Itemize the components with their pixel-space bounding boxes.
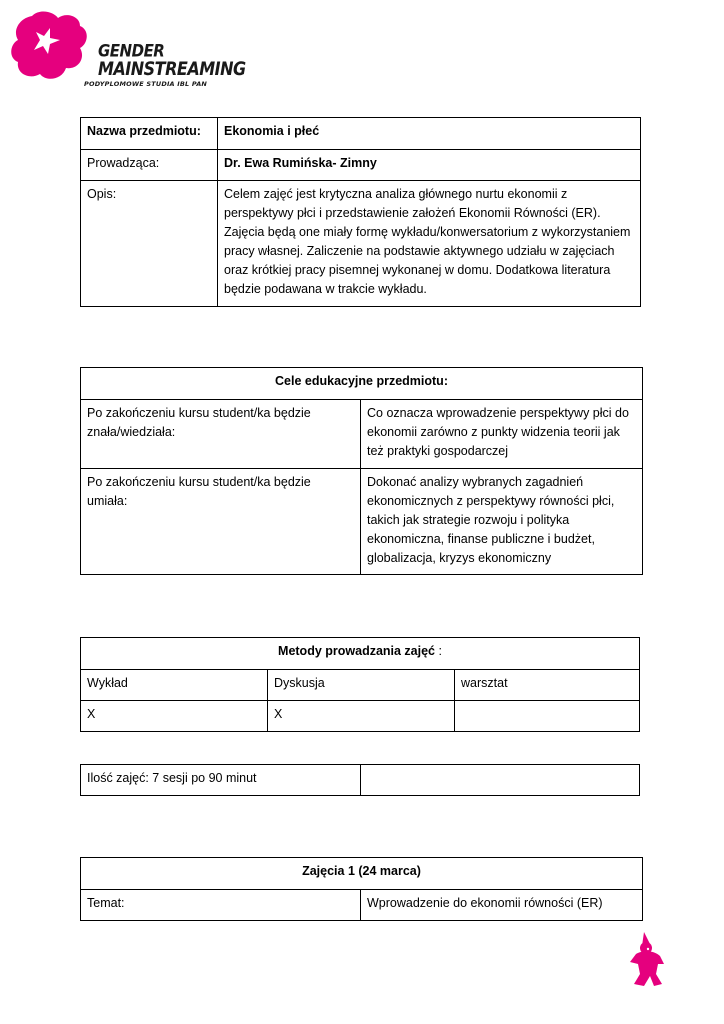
course-info-table <box>80 117 641 307</box>
table-row <box>81 469 643 575</box>
methods-table <box>80 637 640 732</box>
session1-table <box>80 857 643 921</box>
method-lecture-label: Wykład <box>81 670 268 701</box>
method-workshop-mark <box>455 701 640 732</box>
table-row <box>81 400 643 469</box>
table-row <box>81 890 643 921</box>
methods-header <box>81 638 640 670</box>
goals-header: Cele edukacyjne przedmiotu: <box>81 368 643 400</box>
session-count-value <box>361 765 640 796</box>
method-workshop-label: warsztat <box>455 670 640 701</box>
table-row <box>81 670 640 701</box>
logo-line-subtitle: PODYPLOMOWE STUDIA IBL PAN <box>84 80 208 88</box>
table-row <box>81 638 640 670</box>
goals-table <box>80 367 643 575</box>
method-lecture-mark: X <box>81 701 268 732</box>
table-row <box>81 181 641 307</box>
knowledge-label: Po zakończeniu kursu student/ka będzie znała/wiedziała: <box>81 400 361 469</box>
session1-header: Zajęcia 1 (24 marca) <box>81 858 643 890</box>
session-count-text: Ilość zajęć: 7 sesji po 90 minut <box>81 765 361 796</box>
teacher-label: Prowadząca: <box>81 150 218 181</box>
course-name-label: Nazwa przedmiotu: <box>81 118 218 150</box>
skills-label: Po zakończeniu kursu student/ka będzie umiała: <box>81 469 361 575</box>
gnome-icon <box>628 930 670 988</box>
topic-value: Wprowadzenie do ekonomii równości (ER) <box>361 890 643 921</box>
methods-header-bold: Metody prowadzania zajęć <box>278 644 436 658</box>
method-discussion-mark: X <box>268 701 455 732</box>
knowledge-value: Co oznacza wprowadzenie perspektywy płci do ekonomii zarówno z punkty widzenia teorii jak też praktyki gospodarczej <box>361 400 643 469</box>
course-name-value: Ekonomia i płeć <box>218 118 641 150</box>
session-count-table <box>80 764 640 796</box>
table-row <box>81 118 641 150</box>
table-row <box>81 701 640 732</box>
logo-line-mainstreaming: MAINSTREAMING <box>98 57 246 80</box>
logo-line-gender: GENDER <box>98 40 165 62</box>
table-row <box>81 368 643 400</box>
table-row <box>81 150 641 181</box>
description-value: Celem zajęć jest krytyczna analiza głównego nurtu ekonomii z perspektywy płci i przedstawienie założeń Ekonomii Równości (ER). Zajęcia będą one miały formę wykładu/konwersatorium z wykorzystaniem pracy własnej. Zaliczenie na podstawie aktywnego udziału w zajęciach oraz krótkiej pracy pisemnej wykonanej w domu. Dodatkowa literatura będzie podawana w trakcie wykładu. <box>218 181 641 307</box>
method-discussion-label: Dyskusja <box>268 670 455 701</box>
gender-mainstreaming-logo <box>10 8 246 88</box>
methods-header-rest: : <box>435 644 442 658</box>
logo-blob-icon <box>10 10 90 82</box>
description-label: Opis: <box>81 181 218 307</box>
table-row <box>81 858 643 890</box>
table-row <box>81 765 640 796</box>
skills-value: Dokonać analizy wybranych zagadnień ekonomicznych z perspektywy równości płci, takich jak strategie rozwoju i polityka ekonomiczna, finanse publiczne i budżet, globalizacja, kryzys ekonomiczny <box>361 469 643 575</box>
topic-label: Temat: <box>81 890 361 921</box>
teacher-value: Dr. Ewa Rumińska- Zimny <box>218 150 641 181</box>
